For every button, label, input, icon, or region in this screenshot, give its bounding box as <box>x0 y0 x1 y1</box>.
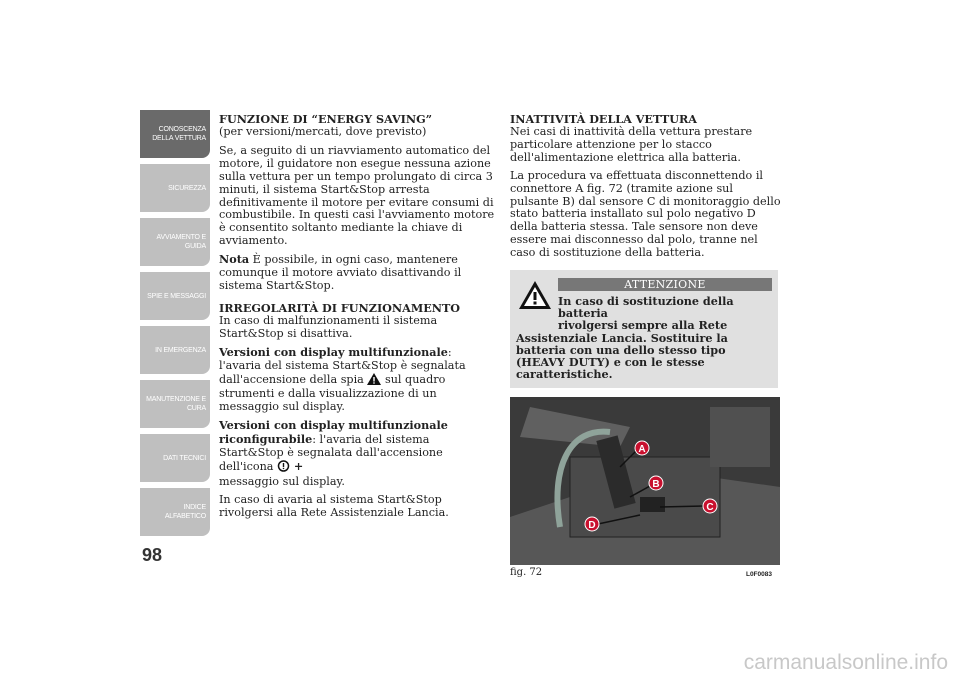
energy-saving-title: FUNZIONE DI “ENERGY SAVING” <box>219 112 433 126</box>
inactivity-title: INATTIVITÀ DELLA VETTURA <box>510 112 697 126</box>
figure-caption-row <box>510 567 772 582</box>
tab-avviamento[interactable] <box>140 218 210 266</box>
attention-line1: In caso di sostituzione della batteria <box>558 294 734 321</box>
nota-paragraph <box>219 253 497 293</box>
tab-dati-tecnici[interactable] <box>140 434 210 482</box>
tab-indice[interactable] <box>140 488 210 536</box>
inactivity-p2: La procedura va effettuata disconnettendo il connettore A fig. 72 (tramite azione sul pulsante B) dal sensore C di monitoraggio dello stato batteria installato sul polo negativo D della batteria stessa. Tale sensore non deve essere mai disconnesso dal polo, tranne nel caso di sostituzione della batteria. <box>510 168 781 260</box>
label-c <box>703 499 717 513</box>
page-number: 98 <box>142 545 163 565</box>
tab-sicurezza[interactable] <box>140 164 210 212</box>
nota-body: È possibile, in ogni caso, mantenere comunque il motore avviato disattivando il sistema Start&Stop. <box>219 253 462 292</box>
watermark: carmanualsonline.info <box>743 651 948 674</box>
label-d-text: D <box>588 520 596 532</box>
engine-fault-icon <box>277 460 290 476</box>
attention-line2: rivolgersi sempre alla Rete <box>558 318 728 333</box>
tab-conoscenza[interactable] <box>140 110 210 158</box>
version2-plus: + <box>290 458 304 473</box>
tab-label: SICUREZZA <box>168 184 206 192</box>
version2-text-a: : l'avaria del sistema Start&Stop è segnalata dall'accensione dell'icona <box>219 433 443 473</box>
version2-paragraph <box>219 419 497 489</box>
warning-triangle-icon <box>518 280 552 314</box>
energy-saving-body: Se, a seguito di un riavviamento automatico del motore, il guidatore non esegue nessuna azione sulla vettura per un tempo prolungato di circa 3 minuti, il sistema Start&Stop arresta definitivamente il motore per evitare consumi di combustibile. In questi casi l'avviamento motore è consentito soltanto mediante la chiave di avviamento. <box>219 143 495 248</box>
tab-spie[interactable] <box>140 272 210 320</box>
label-a-text: A <box>638 444 646 456</box>
tab-label: SPIE E MESSAGGI <box>147 292 206 300</box>
label-a <box>635 441 649 455</box>
tab-manutenzione[interactable] <box>140 380 210 428</box>
label-b <box>649 476 663 490</box>
attention-rest: Assistenziale Lancia. Sostituire la batteria con una dello stesso tipo (HEAVY DUTY) e con le stesse caratteristiche. <box>516 330 728 382</box>
figure-code: L0F0083 <box>745 571 772 579</box>
attention-title: ATTENZIONE <box>558 278 772 291</box>
attention-box <box>510 270 778 388</box>
energy-saving-subtitle: (per versioni/mercati, dove previsto) <box>219 125 427 138</box>
tab-label: MANUTENZIONE E CURA <box>146 396 206 412</box>
tab-label: IN EMERGENZA <box>155 346 206 354</box>
irregular-title: IRREGOLARITÀ DI FUNZIONAMENTO <box>219 300 461 315</box>
inactivity-p1: Nei casi di inattività della vettura prestare particolare attenzione per lo stacco dell'alimentazione elettrica alla batteria. <box>510 125 753 164</box>
version1-text-b: sul quadro strumenti e dalla visualizzazione di un messaggio sul display. <box>219 372 446 414</box>
nota-label: Nota <box>219 252 250 267</box>
final-paragraph: In caso di avaria al sistema Start&Stop rivolgersi alla Rete Assistenziale Lancia. <box>219 492 449 519</box>
version1-paragraph <box>219 346 497 415</box>
tab-label: CONOSCENZA DELLA VETTURA <box>152 126 206 142</box>
warning-light-icon <box>367 373 381 389</box>
tab-label: DATI TECNICI <box>163 454 206 462</box>
battery-connector-figure <box>510 397 780 565</box>
version1-text-a: : l'avaria del sistema Start&Stop è segnalata dall'accensione della spia <box>219 345 466 386</box>
label-b-text: B <box>652 479 660 491</box>
label-d <box>585 517 599 531</box>
tab-emergenza[interactable] <box>140 326 210 374</box>
chapter-sidebar <box>140 110 210 542</box>
version1-label: Versioni con display multifunzionale <box>219 344 448 359</box>
version2-text-b: messaggio sul display. <box>219 474 345 488</box>
left-column <box>219 113 497 525</box>
right-column <box>510 113 785 582</box>
tab-label: AVVIAMENTO E GUIDA <box>156 234 206 250</box>
irregular-body: In caso di malfunzionamenti il sistema Start&Stop si disattiva. <box>219 313 438 340</box>
tab-label: INDICE ALFABETICO <box>164 504 206 520</box>
version2-label: Versioni con display multifunzionale riconfigurabile <box>219 418 448 447</box>
figure-caption: fig. 72 <box>510 567 543 579</box>
label-c-text: C <box>706 502 714 514</box>
